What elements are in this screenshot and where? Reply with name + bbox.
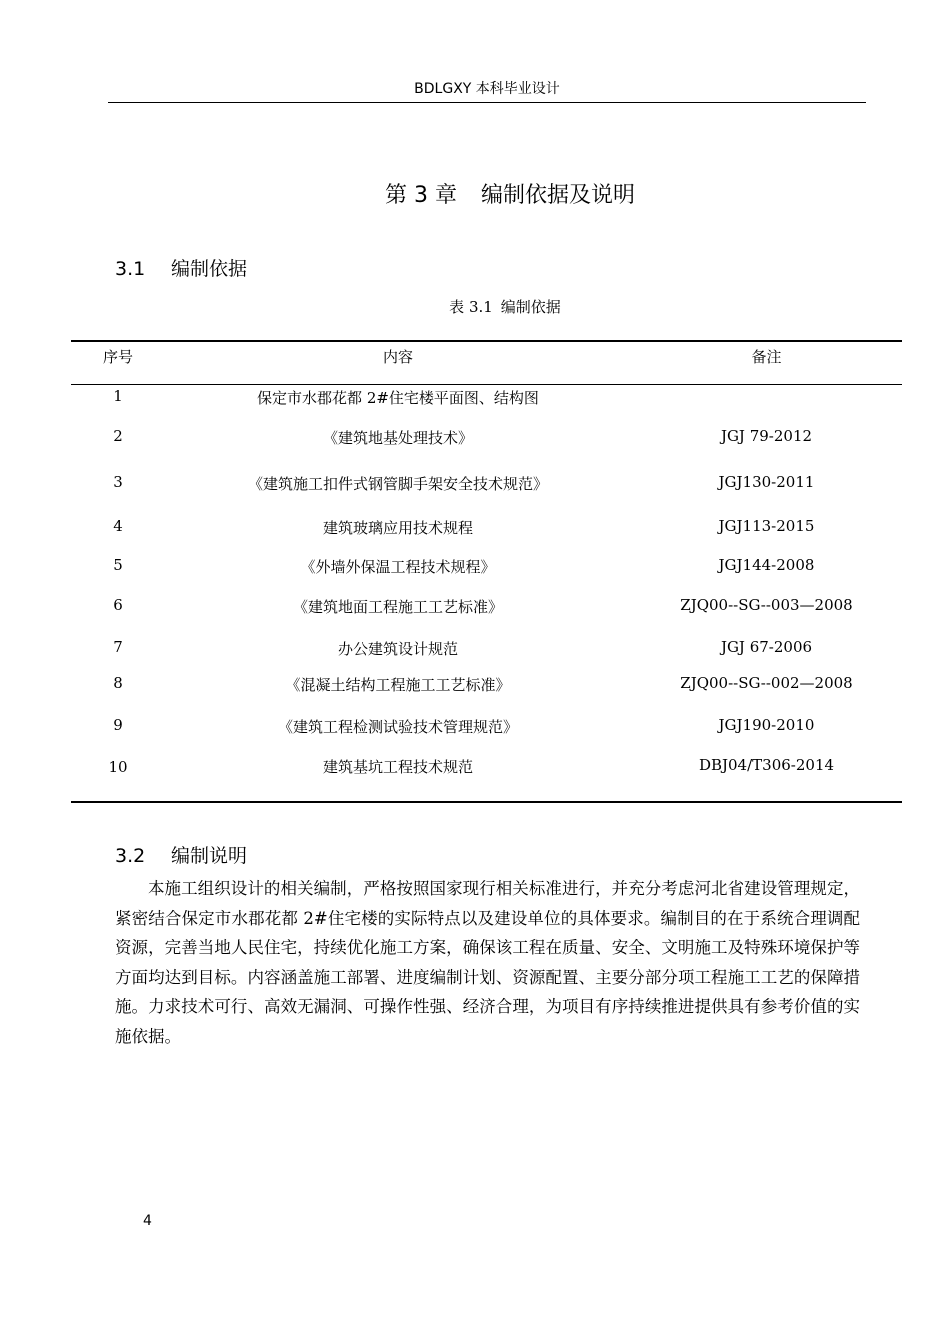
row-num: 6: [113, 595, 123, 614]
row-num: 7: [113, 637, 123, 656]
table-caption-number: 表 3.1: [449, 298, 493, 316]
row-note: JGJ190-2010: [718, 715, 815, 734]
section-heading-3-1: [115, 254, 247, 281]
table-row: [71, 425, 902, 471]
header-content: 内容: [382, 348, 413, 366]
row-note: ZJQ00--SG--003—2008: [680, 595, 853, 614]
table-row: [71, 714, 902, 754]
header-divider: [108, 102, 866, 103]
row-num: 2: [113, 426, 123, 445]
table-header-row: [71, 341, 902, 385]
table-row: [71, 554, 902, 594]
table-caption-title: 编制依据: [500, 298, 561, 316]
header-num: 序号: [102, 348, 133, 366]
row-num: 3: [113, 472, 123, 491]
chapter-number: 第 3 章: [385, 183, 457, 208]
row-note: JGJ144-2008: [718, 555, 815, 574]
row-content: 《建筑工程检测试验技术管理规范》: [277, 717, 518, 736]
row-note: ZJQ00--SG--002—2008: [680, 673, 853, 692]
row-content: 《建筑施工扣件式钢管脚手架安全技术规范》: [247, 474, 548, 493]
row-content: 保定市水郡花都 2#住宅楼平面图、结构图: [257, 389, 539, 407]
section-name: 编制依据: [171, 258, 248, 280]
section-number: 3.1: [115, 258, 146, 280]
table-row: [71, 471, 902, 515]
table-caption: [0, 296, 950, 317]
table-row: [71, 515, 902, 554]
table-row: [71, 672, 902, 714]
row-num: 9: [113, 715, 123, 734]
body-paragraph: [115, 874, 860, 1051]
page-number: 4: [143, 1213, 152, 1229]
header-note: 备注: [751, 348, 782, 366]
section-heading-3-2: [115, 841, 247, 868]
table-row: [71, 594, 902, 636]
row-note: JGJ113-2015: [718, 516, 815, 535]
row-note: [631, 385, 902, 425]
row-note: DBJ04/T306-2014: [698, 755, 835, 774]
row-note: JGJ130-2011: [718, 472, 815, 491]
row-content: 《建筑地面工程施工工艺标准》: [292, 597, 503, 616]
row-note: JGJ 79-2012: [720, 426, 813, 445]
row-num: 8: [113, 673, 123, 692]
table-row: [71, 754, 902, 802]
basis-table: [71, 340, 902, 803]
row-content: 建筑玻璃应用技术规程: [322, 518, 473, 537]
page-header: BDLGXY 本科毕业设计: [414, 81, 560, 97]
section-number: 3.2: [115, 845, 146, 867]
row-num: 5: [113, 555, 123, 574]
row-content: 《混凝土结构工程施工工艺标准》: [285, 675, 511, 694]
row-content: 《建筑地基处理技术》: [322, 428, 473, 447]
paragraph-text: 本施工组织设计的相关编制，严格按照国家现行相关标准进行，并充分考虑河北省建设管理规定，紧密结合保定市水郡花都 2#住宅楼的实际特点以及建设单位的具体要求。编制目的在于系统合理调配资源，完善当地人民住宅，持续优化施工方案，确保该工程在质量、安全、文明施工及特殊环境保护等方面均达到目标。内容涵盖施工部署、进度编制计划、资源配置、主要分部分项工程施工工艺的保障措施。力求技术可行、高效无漏洞、可操作性强、经济合理，为项目有序持续推进提供具有参考价值的实施依据。: [115, 879, 860, 1046]
table-row: [71, 385, 902, 425]
row-content: 《外墙外保温工程技术规程》: [300, 557, 496, 576]
chapter-title: [0, 178, 950, 209]
table-row: [71, 636, 902, 672]
row-note: JGJ 67-2006: [720, 637, 813, 656]
row-num: 10: [108, 757, 128, 776]
row-num: 1: [113, 387, 123, 405]
row-content: 建筑基坑工程技术规范: [322, 757, 473, 776]
chapter-name: 编制依据及说明: [480, 183, 635, 208]
row-content: 办公建筑设计规范: [337, 639, 458, 658]
section-name: 编制说明: [171, 845, 248, 867]
row-num: 4: [113, 516, 123, 535]
